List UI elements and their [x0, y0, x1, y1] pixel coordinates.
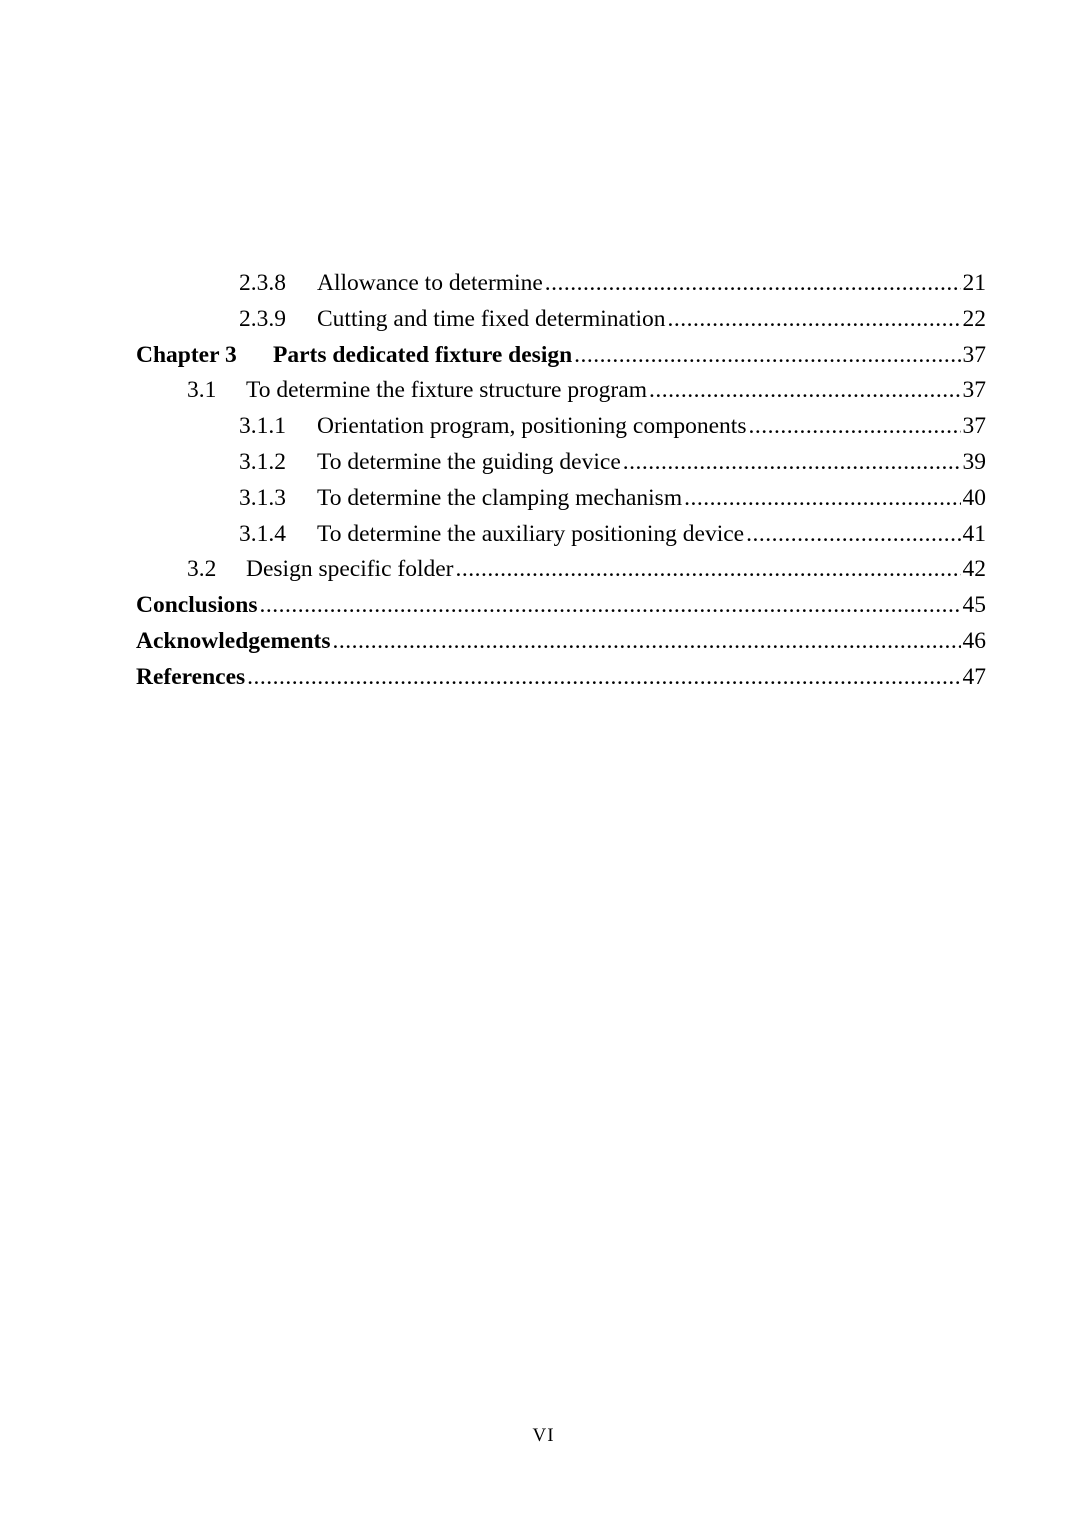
- toc-entry-number: Chapter 3: [136, 341, 237, 368]
- toc-entry-3-2[interactable]: [136, 552, 986, 588]
- toc-entry-number: 3.1.1: [239, 413, 286, 440]
- table-of-contents: [136, 266, 986, 696]
- toc-entry-title: Parts dedicated fixture design: [273, 341, 573, 368]
- toc-entry-title: Allowance to determine: [317, 270, 543, 296]
- toc-entry-title: Cutting and time fixed determination: [317, 305, 666, 332]
- toc-entry-title: References: [136, 663, 246, 690]
- toc-entry-3-1-3[interactable]: [136, 481, 986, 517]
- toc-entry-page: 22: [962, 305, 986, 332]
- toc-entry-title: Orientation program, positioning components: [317, 413, 747, 440]
- dot-leader: [259, 588, 960, 624]
- toc-entry-number: 2.3.9: [239, 305, 286, 332]
- toc-entry-page: 41: [962, 520, 986, 547]
- toc-entry-title: To determine the fixture structure program: [246, 377, 647, 404]
- toc-entry-title: Design specific folder: [246, 556, 454, 583]
- toc-entry-references[interactable]: [136, 660, 986, 696]
- toc-entry-number: 3.1.3: [239, 484, 286, 511]
- dot-leader: [545, 266, 961, 302]
- dot-leader: [456, 552, 961, 588]
- toc-entry-3-1-4[interactable]: [136, 517, 986, 553]
- toc-entry-page: 46: [962, 627, 986, 654]
- dot-leader: [748, 409, 960, 445]
- toc-entry-page: 40: [962, 484, 986, 511]
- dot-leader: [649, 373, 961, 409]
- dot-leader: [247, 660, 960, 696]
- toc-entry-acknowledgements[interactable]: [136, 624, 986, 660]
- toc-entry-number: 3.2: [187, 556, 217, 583]
- toc-entry-title: To determine the auxiliary positioning device: [317, 520, 745, 547]
- toc-entry-page: 39: [962, 448, 986, 475]
- toc-entry-3-1-2[interactable]: [136, 445, 986, 481]
- toc-entry-number: 3.1.4: [239, 520, 286, 547]
- toc-entry-3-1[interactable]: [136, 373, 986, 409]
- toc-entry-title: To determine the guiding device: [317, 448, 621, 475]
- dot-leader: [684, 481, 960, 517]
- toc-entry-page: 37: [962, 377, 986, 404]
- toc-entry-number: 3.1: [187, 377, 217, 404]
- dot-leader: [746, 517, 960, 553]
- toc-entry-title: Conclusions: [136, 592, 258, 619]
- toc-entry-chapter-3[interactable]: [136, 338, 986, 374]
- toc-entry-title: Acknowledgements: [136, 627, 331, 654]
- dot-leader: [623, 445, 961, 481]
- toc-entry-page: 42: [962, 556, 986, 583]
- dot-leader: [574, 338, 960, 374]
- toc-entry-page: 47: [962, 663, 986, 690]
- toc-entry-page: 21: [962, 270, 986, 296]
- toc-entry-page: 45: [962, 592, 986, 619]
- toc-entry-page: 37: [962, 341, 986, 368]
- dot-leader: [333, 624, 961, 660]
- toc-entry-2-3-9[interactable]: [136, 302, 986, 338]
- toc-entry-number: 3.1.2: [239, 448, 286, 475]
- toc-entry-3-1-1[interactable]: [136, 409, 986, 445]
- toc-entry-page: 37: [962, 413, 986, 440]
- toc-entry-2-3-8[interactable]: [136, 266, 986, 302]
- dot-leader: [668, 302, 961, 338]
- page-number-footer: VI: [532, 1425, 555, 1446]
- toc-entry-conclusions[interactable]: [136, 588, 986, 624]
- toc-entry-title: To determine the clamping mechanism: [317, 484, 683, 511]
- toc-entry-number: 2.3.8: [239, 270, 286, 296]
